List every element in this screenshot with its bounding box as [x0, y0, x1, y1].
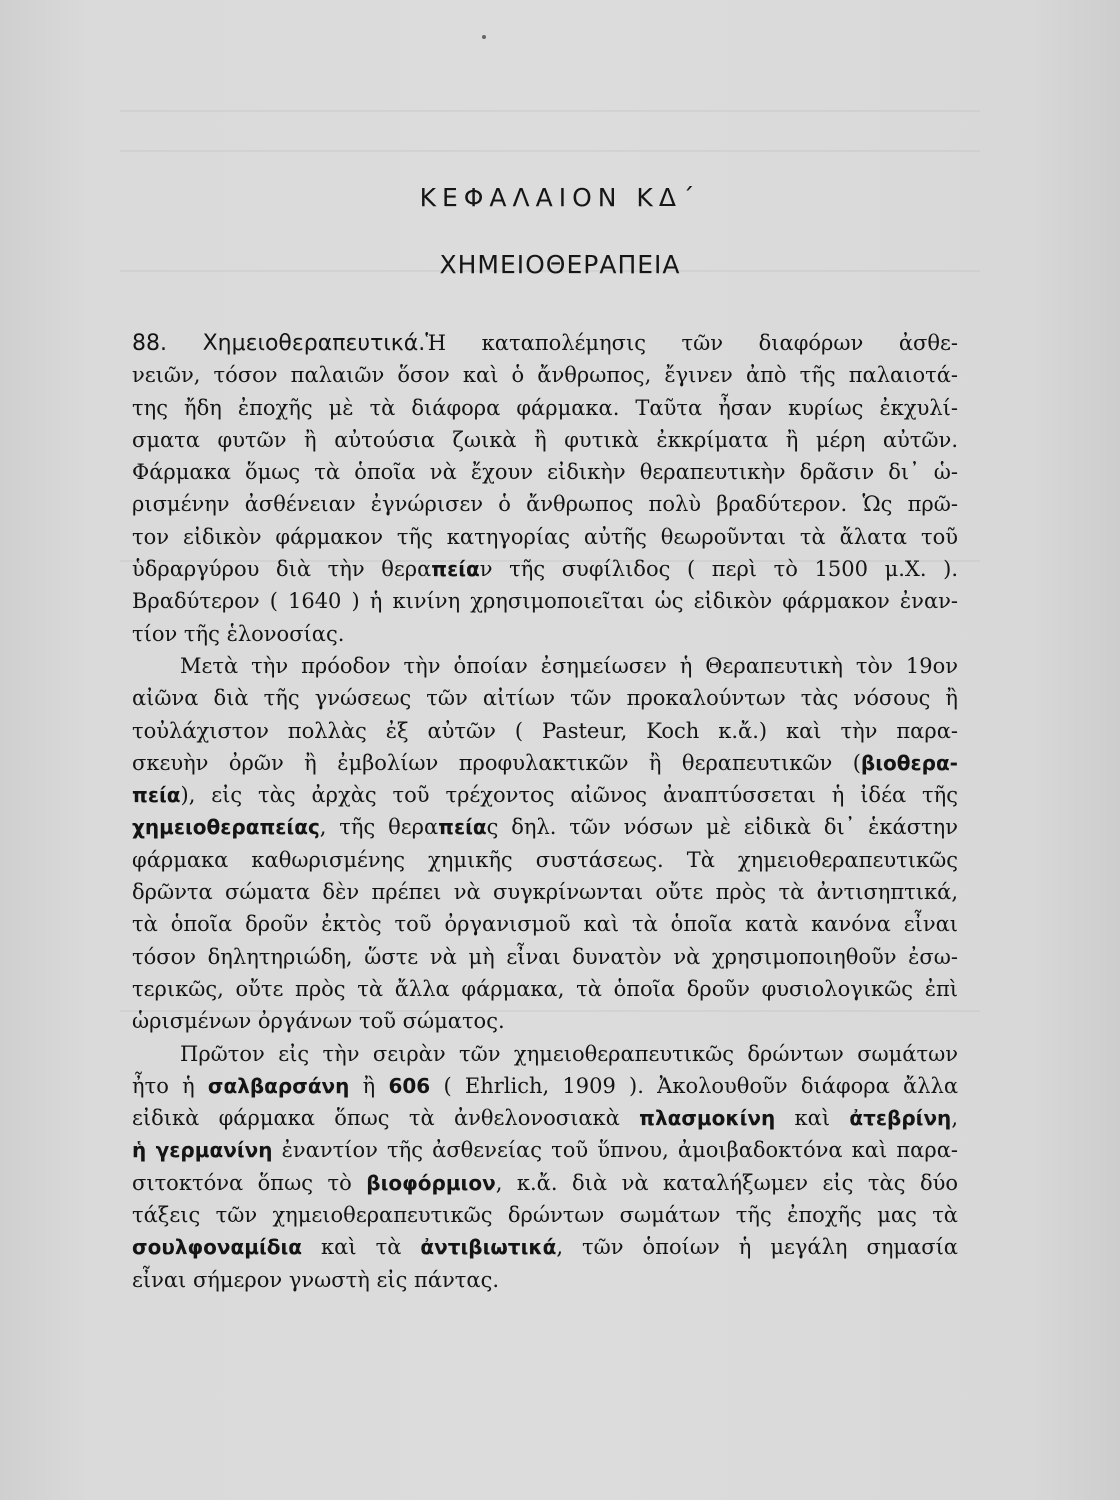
text-line: σιτοκτόνα ὅπως τὸ βιοφόρμιον, κ.ἄ. διὰ νὰ καταλήξωμεν εἰς τὰς δύο [132, 1170, 958, 1195]
text-line: Φάρμακα ὅμως τὰ ὁποῖα νὰ ἔχουν εἰδικὴν θεραπευτικὴν δρᾶσιν δι᾿ ὡ- [132, 460, 958, 485]
text-line: ἦτο ἡ σαλβαρσάνη ἢ 606 ( Ehrlich, 1909 ). Ἀκολουθοῦν διάφορα ἄλλα [132, 1073, 958, 1098]
line-text: Ἡ καταπολέμησις τῶν διαφόρων ἀσθε- [425, 331, 958, 355]
text-line: ρισμένην ἀσθένειαν ἐγνώρισεν ὁ ἄνθρωπος πολὺ βραδύτερον. Ὡς πρῶ- [132, 492, 958, 517]
text-line: σματα φυτῶν ἢ αὐτούσια ζωικὰ ἢ φυτικὰ ἐκκρίματα ἢ μέρη αὐτῶν. [132, 427, 958, 452]
text-line: αἰῶνα διὰ τῆς γνώσεως τῶν αἰτίων τῶν προκαλούντων τὰς νόσους ἢ [132, 686, 958, 711]
bold-term: πεία [438, 815, 487, 840]
text-line: τὰ ὁποῖα δροῦν ἐκτὸς τοῦ ὀργανισμοῦ καὶ τὰ ὁποῖα κατὰ κανόνα εἶναι [132, 912, 958, 937]
bold-term: βιοφόρμιον [366, 1170, 496, 1195]
text-line: τίον τῆς ἑλονοσίας. [132, 621, 345, 646]
body-text [132, 327, 958, 1296]
text-line: ἡ γερμανίνη ἐναντίον τῆς ἀσθενείας τοῦ ὕπνου, ἀμοιβαδοκτόνα καὶ παρα- [132, 1138, 958, 1163]
text-line: πεία), εἰς τὰς ἀρχὰς τοῦ τρέχοντος αἰῶνος ἀναπτύσσεται ἡ ἰδέα τῆς [132, 783, 958, 808]
bold-term: βιοθερα- [860, 750, 958, 775]
bleed-through-line [120, 150, 980, 152]
chapter-subtitle: ΧΗΜΕΙΟΘΕΡΑΠΕΙΑ [439, 250, 681, 279]
text-line: φάρμακα καθωρισμένης χημικῆς συστάσεως. Τὰ χημειοθεραπευτικῶς [132, 847, 958, 872]
text-line: ὡρισμένων ὀργάνων τοῦ σώματος. [132, 1009, 505, 1034]
section-number: 88. [132, 331, 167, 356]
text-line: νειῶν, τόσον παλαιῶν ὅσον καὶ ὁ ἄνθρωπος, ἔγινεν ἀπὸ τῆς παλαιοτά- [132, 363, 958, 388]
section-heading: Χημειοθεραπευτικά. [202, 331, 426, 356]
text-line: ὑδραργύρου διὰ τὴν θεραπείαν τῆς συφίλιδος ( περὶ τὸ 1500 μ.Χ. ). [132, 557, 958, 582]
text-line: σουλφοναμίδια καὶ τὰ ἀντιβιωτικά, τῶν ὁποίων ἡ μεγάλη σημασία [132, 1235, 958, 1260]
text-line: τοὐλάχιστον πολλὰς ἐξ αὐτῶν ( Pasteur, Koch κ.ἄ.) καὶ τὴν παρα- [132, 718, 958, 743]
bold-term: πεία [431, 557, 480, 582]
text-line: τόσον δηλητηριώδη, ὥστε νὰ μὴ εἶναι δυνατὸν νὰ χρησιμοποιηθοῦν ἐσω- [132, 944, 958, 969]
text-line: τάξεις τῶν χημειοθεραπευτικῶς δρώντων σωμάτων τῆς ἐποχῆς μας τὰ [132, 1203, 958, 1228]
bold-term: πλασμοκίνη [639, 1106, 776, 1131]
printer-mark [482, 35, 486, 39]
text-line: τερικῶς, οὔτε πρὸς τὰ ἄλλα φάρμακα, τὰ ὁποῖα δροῦν φυσιολογικῶς ἐπὶ [132, 976, 958, 1001]
text-line: σκευὴν ὀρῶν ἢ ἐμβολίων προφυλακτικῶν ἢ θεραπευτικῶν (βιοθερα- [132, 750, 958, 775]
bold-term: σαλβαρσάνη [207, 1073, 350, 1098]
bold-term: χημειοθεραπείας [132, 815, 320, 840]
text-line: Βραδύτερον ( 1640 ) ἡ κινίνη χρησιμοποιεῖται ὡς εἰδικὸν φάρμακον ἐναν- [132, 589, 958, 614]
bleed-through-line [120, 110, 980, 112]
text-line: της ἤδη ἐποχῆς μὲ τὰ διάφορα φάρμακα. Ταῦτα ἦσαν κυρίως ἐκχυλί- [132, 395, 958, 420]
bold-term: ἡ γερμανίνη [132, 1138, 273, 1163]
chapter-title: ΚΕΦΑΛΑΙΟΝ ΚΔ΄ [419, 183, 701, 212]
text-line: δρῶντα σώματα δὲν πρέπει νὰ συγκρίνωνται οὔτε πρὸς τὰ ἀντισηπτικά, [132, 880, 958, 905]
bold-term: ἀντιβιωτικά [420, 1235, 557, 1260]
text-line: εἶναι σήμερον γνωστὴ εἰς πάντας. [132, 1267, 500, 1292]
bold-term: πεία [132, 783, 181, 808]
text-line: χημειοθεραπείας, τῆς θεραπείας δηλ. τῶν νόσων μὲ εἰδικὰ δι᾿ ἑκάστην [132, 815, 958, 840]
text-line: τον εἰδικὸν φάρμακον τῆς κατηγορίας αὐτῆς θεωροῦνται τὰ ἄλατα τοῦ [132, 524, 958, 549]
text-line [132, 327, 958, 359]
bold-term: σουλφοναμίδια [132, 1235, 303, 1260]
bold-term: 606 [388, 1073, 431, 1098]
text-line: Πρῶτον εἰς τὴν σειρὰν τῶν χημειοθεραπευτικῶς δρώντων σωμάτων [180, 1041, 958, 1066]
bold-term: ἀτεβρίνη [849, 1106, 952, 1131]
text-line: εἰδικὰ φάρμακα ὅπως τὰ ἀνθελονοσιακὰ πλασμοκίνη καὶ ἀτεβρίνη, [132, 1106, 958, 1131]
text-line: Μετὰ τὴν πρόοδον τὴν ὁποίαν ἐσημείωσεν ἡ Θεραπευτικὴ τὸν 19ον [180, 653, 958, 678]
